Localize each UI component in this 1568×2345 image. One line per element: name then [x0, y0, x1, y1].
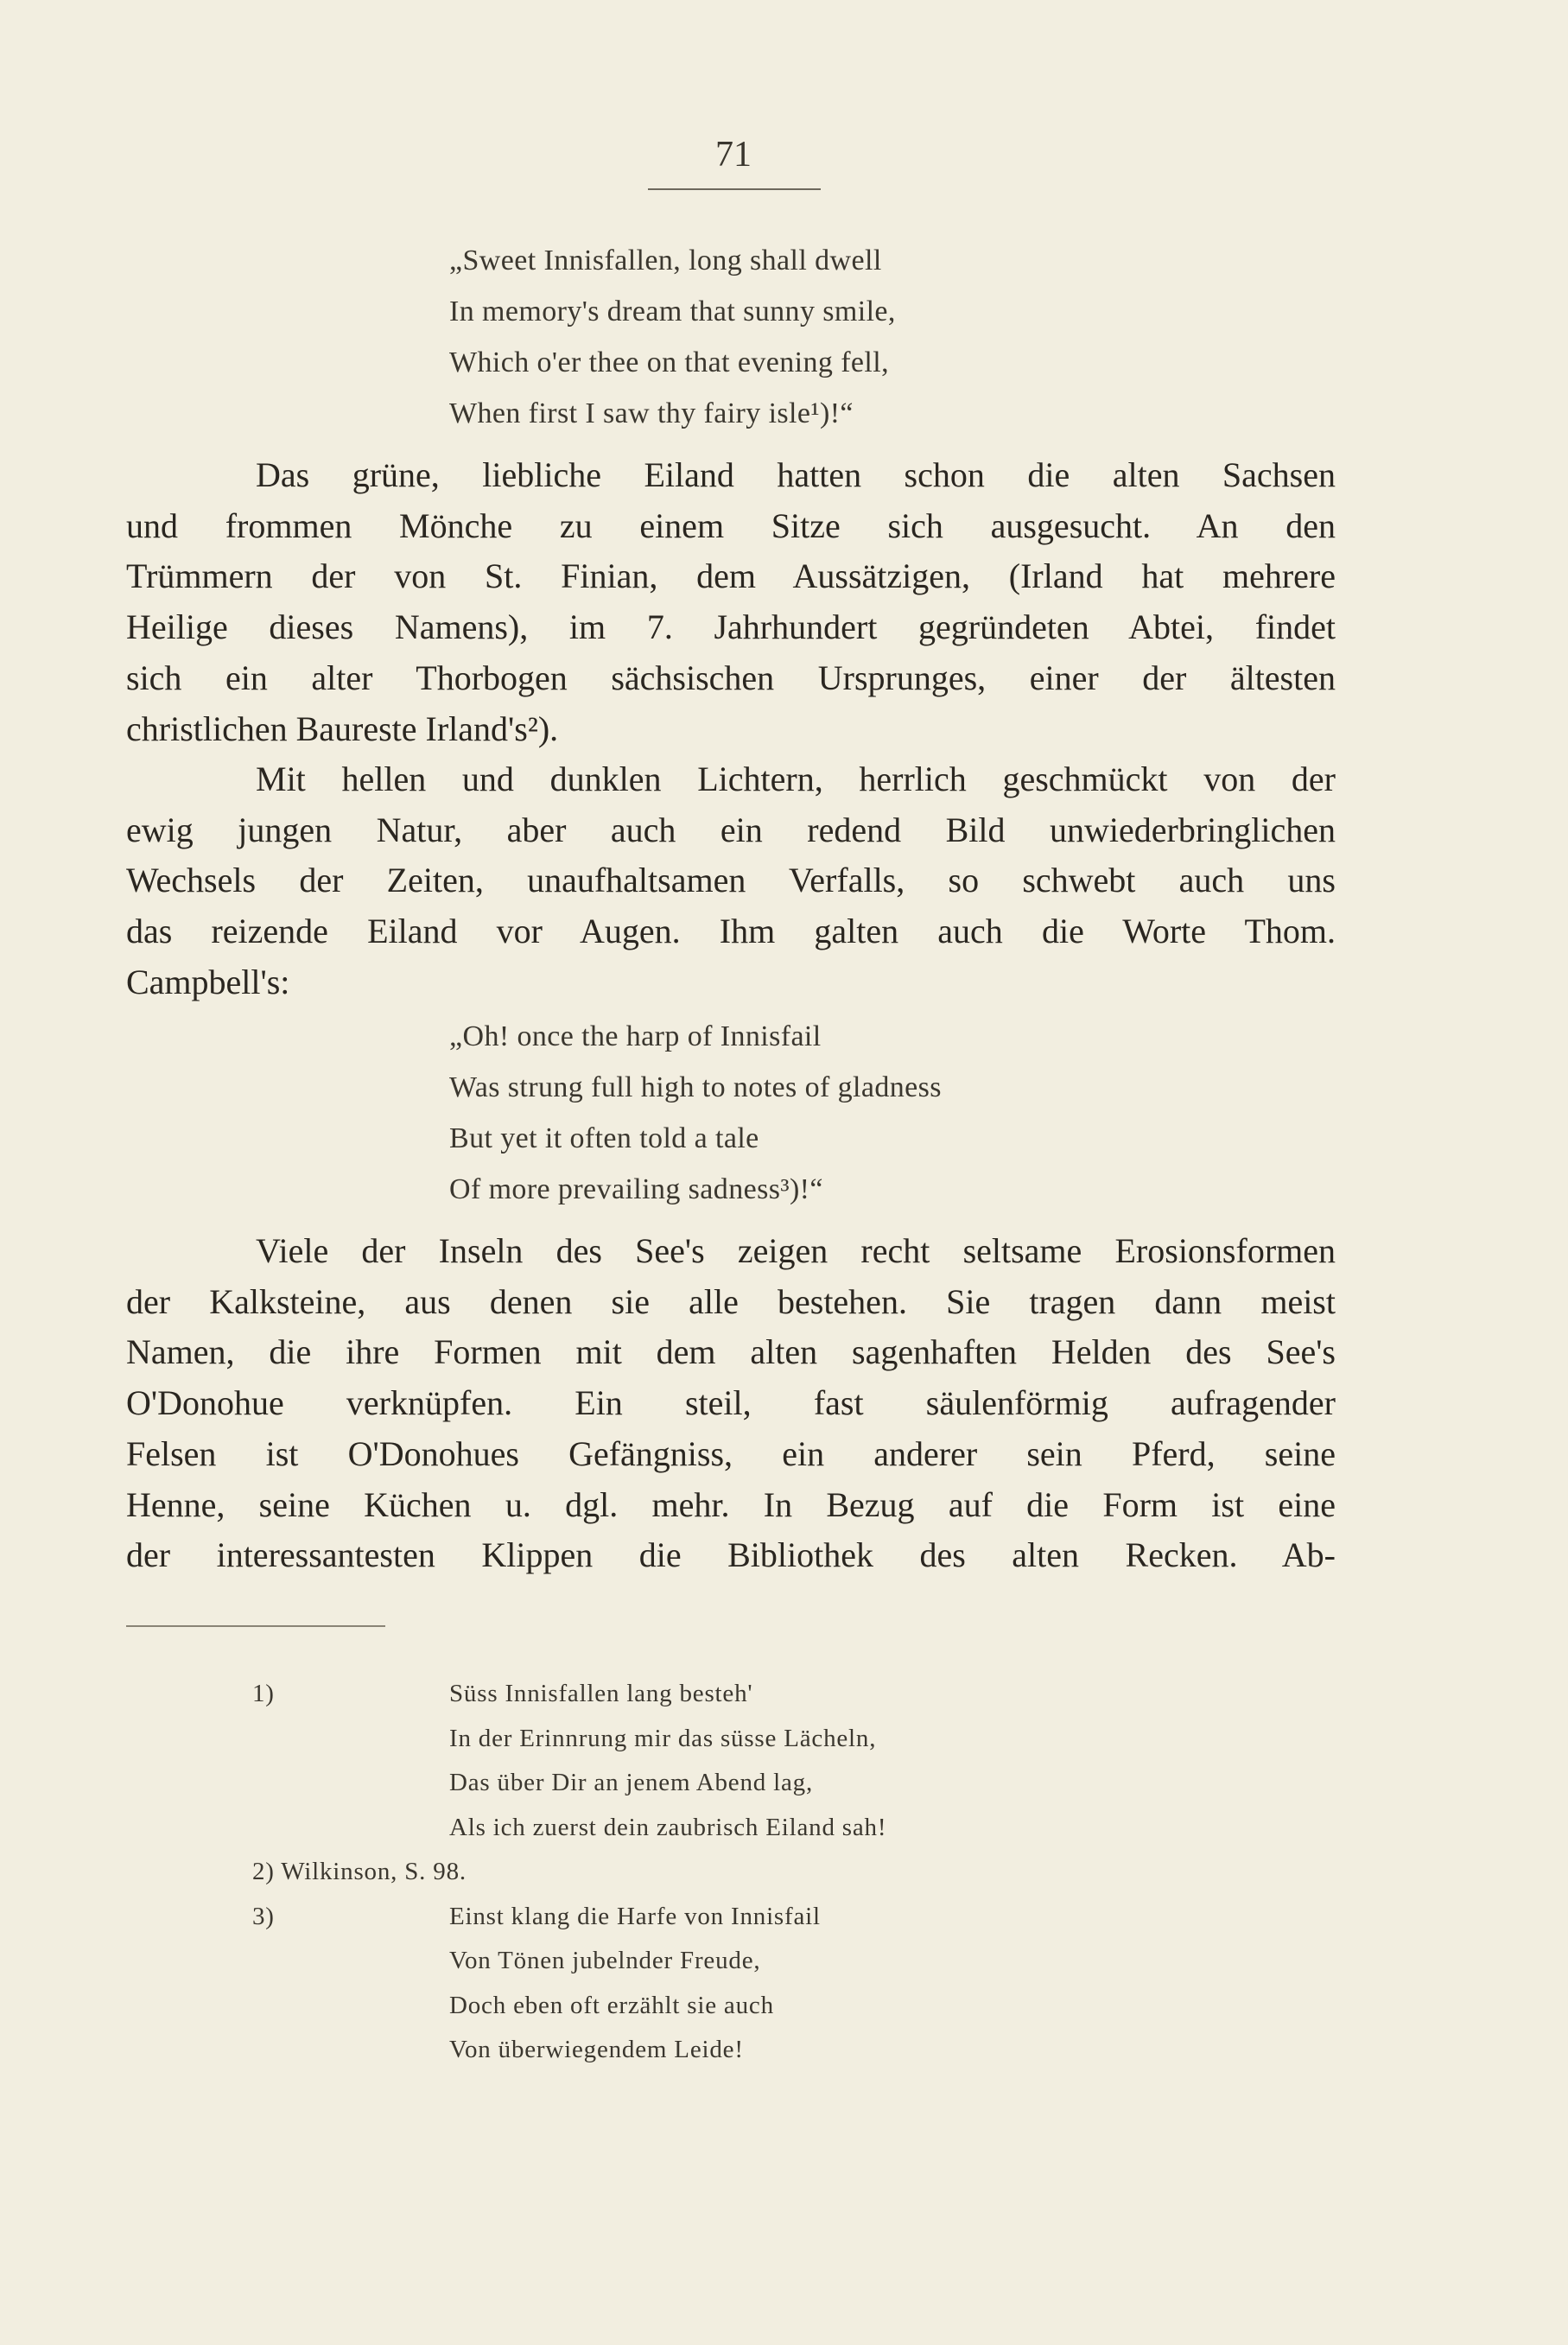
footnote-3-cont [0, 1984, 1568, 2029]
page-number: 71 [715, 135, 752, 175]
text-line: Mit hellen und dunklen Lichtern, herrlich geschmückt von der [256, 759, 1336, 798]
paragraph-island [126, 450, 1336, 754]
footnote-1-cont [0, 1761, 1568, 1806]
footnote-line: Einst klang die Harfe von Innisfail [449, 1902, 821, 1930]
paragraph-lights [126, 754, 1336, 1008]
text-line: Felsen ist O'Donohues Gefängniss, ein anderer sein Pferd, seine [126, 1433, 1336, 1473]
footnote-line: Süss Innisfallen lang besteh' [449, 1680, 753, 1707]
footnote-line: 2) Wilkinson, S. 98. [252, 1858, 467, 1885]
text-line: christlichen Baureste Irland's²). [126, 709, 559, 748]
header-rule [648, 188, 821, 190]
text-line: das reizende Eiland vor Augen. Ihm galten auch die Worte Thom. [126, 912, 1336, 951]
text-line: O'Donohue verknüpfen. Ein steil, fast säulenförmig aufragender [126, 1383, 1336, 1423]
footnote-1-cont [0, 1806, 1568, 1851]
verse-line: In memory's dream that sunny smile, [449, 296, 896, 327]
verse-line: Was strung full high to notes of gladness [449, 1071, 942, 1103]
footnote-marker: 3) [252, 1902, 275, 1930]
footnote-1-cont [0, 1717, 1568, 1762]
text-line: Namen, die ihre Formen mit dem alten sagenhaften Helden des See's [126, 1332, 1336, 1372]
text-line: Campbell's: [126, 962, 290, 1001]
verse-innisfail [449, 1011, 942, 1215]
footnote-marker: 1) [252, 1680, 275, 1707]
footnotes [0, 1672, 1568, 2073]
footnote-line: In der Erinnrung mir das süsse Lächeln, [449, 1724, 877, 1752]
verse-innisfallen [449, 235, 896, 439]
text-line: Heilige dieses Namens), im 7. Jahrhundert gegründeten Abtei, findet [126, 607, 1336, 647]
text-line: Henne, seine Küchen u. dgl. mehr. In Bezug auf die Form ist eine [126, 1484, 1336, 1524]
text-line: Wechsels der Zeiten, unaufhaltsamen Verfalls, so schwebt auch uns [126, 861, 1336, 900]
footnote-3 [0, 1895, 1568, 1940]
text-line: der interessantesten Klippen die Bibliothek des alten Recken. Ab- [126, 1535, 1336, 1575]
footnote-2 [0, 1850, 1568, 1895]
verse-line: Which o'er thee on that evening fell, [449, 346, 890, 378]
paragraph-islands-erosion [126, 1226, 1336, 1581]
text-line: Viele der Inseln des See's zeigen recht seltsame Erosionsformen [256, 1231, 1336, 1270]
text-line: Trümmern der von St. Finian, dem Aussätzigen, (Irland hat mehrere [126, 556, 1336, 596]
text-line: sich ein alter Thorbogen sächsischen Ursprunges, einer der ältesten [126, 658, 1336, 697]
footnote-line: Als ich zuerst dein zaubrisch Eiland sah! [449, 1813, 887, 1841]
verse-line: But yet it often told a tale [449, 1122, 759, 1154]
footnote-line: Das über Dir an jenem Abend lag, [449, 1769, 814, 1796]
verse-line: Of more prevailing sadness³)!“ [449, 1173, 823, 1205]
footnote-3-cont [0, 1939, 1568, 1984]
verse-line: When first I saw thy fairy isle¹)!“ [449, 397, 854, 429]
text-line: Das grüne, liebliche Eiland hatten schon die alten Sachsen [256, 455, 1336, 494]
text-line: ewig jungen Natur, aber auch ein redend Bild unwiederbringlichen [126, 810, 1336, 849]
verse-line: „Oh! once the harp of Innisfail [449, 1020, 822, 1052]
text-line: und frommen Mönche zu einem Sitze sich ausgesucht. An den [126, 505, 1336, 545]
footnote-rule [126, 1625, 385, 1627]
footnote-3-cont [0, 2028, 1568, 2073]
footnote-line: Doch eben oft erzählt sie auch [449, 1991, 774, 2019]
footnote-line: Von überwiegendem Leide! [449, 2036, 744, 2063]
verse-line: „Sweet Innisfallen, long shall dwell [449, 245, 882, 276]
text-line: der Kalksteine, aus denen sie alle bestehen. Sie tragen dann meist [126, 1281, 1336, 1321]
footnote-1 [0, 1672, 1568, 1717]
footnote-line: Von Tönen jubelnder Freude, [449, 1947, 761, 1974]
